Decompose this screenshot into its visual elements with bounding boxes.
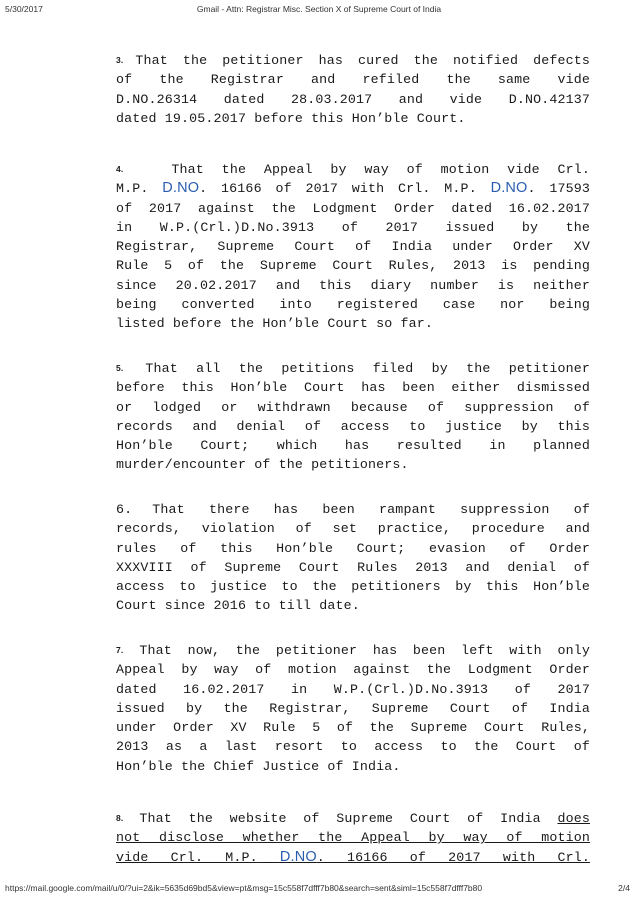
paragraph-number: 8. [116, 813, 124, 823]
paragraph-4 [116, 160, 590, 334]
paragraph-line: or lodged or withdrawn because of suppression of [116, 399, 590, 415]
paragraph-line: access to justice to the petitioners by this Hon’ble [116, 579, 590, 595]
page-number: 2/4 [618, 883, 630, 893]
paragraph-line: listed before the Hon’ble Court so far. [116, 316, 434, 332]
paragraph-number: 3. [116, 55, 124, 65]
diary-number-link[interactable]: D.NO [162, 180, 200, 197]
paragraph-line: not disclose whether the Appeal by way of motion [116, 830, 590, 846]
diary-number-link[interactable]: D.NO [279, 848, 317, 865]
paragraph-line: records and denial of access to justice by this [116, 418, 590, 434]
paragraph-number: 6. [116, 502, 133, 517]
paragraph-line: of 2017 against the Lodgment Order dated 16.02.2017 [116, 200, 590, 216]
paragraph-line: D.NO.26314 dated 28.03.2017 and vide D.NO.42137 [116, 91, 590, 107]
page-url[interactable]: https://mail.google.com/mail/u/0/?ui=2&ik=5635d69bd5&view=pt&msg=15c558f7dfff7b80&search=sent&siml=15c558f7dfff7b80 [5, 883, 483, 893]
paragraph-number: 4. [116, 164, 124, 174]
paragraph-line: 5. That all the petitions filed by the petitioner [116, 361, 590, 376]
paragraph-line: since 20.02.2017 and this diary number is neither [116, 277, 590, 293]
paragraph-line: Hon’ble Court; which has resulted in planned [116, 438, 590, 454]
paragraph-line: 4. That the Appeal by way of motion vide Crl. [116, 162, 590, 177]
paragraph-number: 5. [116, 363, 124, 373]
paragraph-line: records, violation of set practice, procedure and [116, 521, 590, 537]
paragraph-line: Court since 2016 to till date. [116, 598, 360, 614]
email-subject-title: Gmail - Attn: Registrar Misc. Section X of Supreme Court of India [196, 4, 442, 14]
paragraph-8 [116, 809, 590, 867]
print-header [0, 4, 638, 18]
paragraph-number: 7. [116, 645, 124, 655]
paragraph-line: 6. That there has been rampant suppression of [116, 502, 590, 517]
underlined-text: does [557, 811, 590, 826]
paragraph-line: in W.P.(Crl.)D.No.3913 of 2017 issued by the [116, 219, 590, 235]
paragraph-line: under Order XV Rule 5 of the Supreme Court Rules, [116, 720, 590, 736]
paragraph-line: before this Hon’ble Court has been either dismissed [116, 380, 590, 396]
print-footer [0, 883, 638, 897]
diary-number-link[interactable]: D.NO [490, 180, 528, 197]
paragraph-line: Appeal by way of motion against the Lodgment Order [116, 662, 590, 678]
paragraph-line: M.P. D.NO. 16166 of 2017 with Crl. M.P. D.NO. 17593 [116, 180, 590, 197]
paragraph-line: issued by the Registrar, Supreme Court of India [116, 700, 590, 716]
paragraph-line: 3. That the petitioner has cured the notified defects [116, 53, 590, 68]
paragraph-line: vide Crl. M.P. D.NO. 16166 of 2017 with Crl. [116, 848, 590, 865]
paragraph-line: dated 19.05.2017 before this Hon’ble Court. [116, 110, 466, 126]
paragraph-5 [116, 359, 590, 475]
paragraph-line: dated 16.02.2017 in W.P.(Crl.)D.No.3913 of 2017 [116, 681, 590, 697]
paragraph-6 [116, 500, 590, 616]
paragraph-line: Rule 5 of the Supreme Court Rules, 2013 is pending [116, 258, 590, 274]
paragraph-line: of the Registrar and refiled the same vide [116, 72, 590, 88]
paragraph-line: being converted into registered case nor being [116, 297, 590, 313]
paragraph-line: XXXVIII of Supreme Court Rules 2013 and denial of [116, 559, 590, 575]
paragraph-3 [116, 51, 590, 128]
paragraph-line: 2013 as a last resort to access to the Court of [116, 739, 590, 755]
paragraph-line: rules of this Hon’ble Court; evasion of Order [116, 540, 590, 556]
paragraph-line: murder/encounter of the petitioners. [116, 457, 409, 473]
paragraph-line: 8. That the website of Supreme Court of India does [116, 811, 590, 826]
paragraph-line: Registrar, Supreme Court of India under Order XV [116, 239, 590, 255]
paragraph-line: 7. That now, the petitioner has been left with only [116, 643, 590, 658]
paragraph-line: Hon’ble the Chief Justice of India. [116, 758, 401, 774]
print-date: 5/30/2017 [5, 4, 43, 14]
paragraph-7 [116, 641, 590, 776]
